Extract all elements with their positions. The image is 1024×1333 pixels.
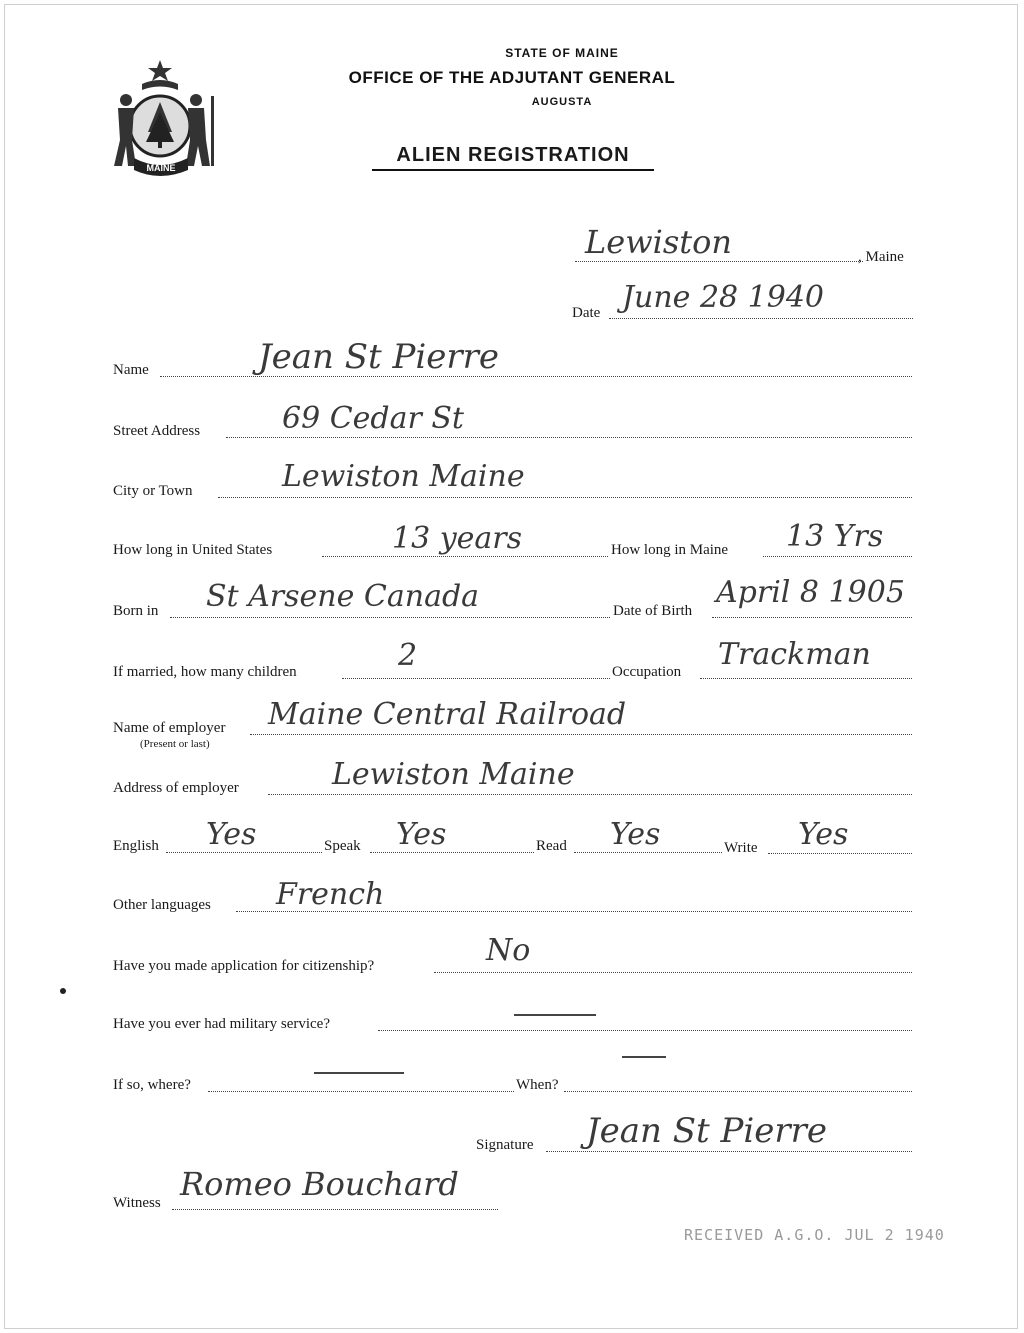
- received-stamp: RECEIVED A.G.O. JUL 2 1940: [684, 1226, 945, 1244]
- read-value: Yes: [610, 817, 661, 852]
- read-line: [574, 852, 722, 853]
- city-line: [218, 497, 912, 498]
- occupation-value: Trackman: [718, 637, 871, 672]
- employer-line: [250, 734, 912, 735]
- speak-label: Speak: [324, 838, 361, 854]
- english-label: English: [113, 838, 159, 854]
- english-line: [166, 852, 322, 853]
- employer-address-label: Address of employer: [113, 780, 239, 796]
- employer-value: Maine Central Railroad: [268, 697, 627, 732]
- header-city: AUGUSTA: [531, 96, 593, 108]
- write-label: Write: [724, 840, 758, 856]
- occupation-line: [700, 678, 912, 679]
- military-label: Have you ever had military service?: [113, 1016, 330, 1032]
- signature-line: [546, 1151, 912, 1152]
- city-value: Lewiston Maine: [282, 459, 525, 494]
- other-languages-value: French: [276, 877, 385, 912]
- employer-address-line: [268, 794, 912, 795]
- city-label: City or Town: [113, 483, 193, 499]
- where-dash: [314, 1072, 404, 1074]
- street-label: Street Address: [113, 423, 201, 439]
- read-label: Read: [536, 838, 567, 854]
- speak-value: Yes: [396, 817, 447, 852]
- where-line: [208, 1091, 514, 1092]
- english-value: Yes: [206, 817, 257, 852]
- how-long-maine-line: [763, 556, 912, 557]
- dob-line: [712, 617, 912, 618]
- header-office: OFFICE OF THE ADJUTANT GENERAL: [348, 68, 676, 87]
- seal-label: MAINE: [146, 163, 176, 173]
- children-line: [342, 678, 610, 679]
- born-in-line: [170, 617, 610, 618]
- header-state: STATE OF MAINE: [505, 46, 619, 60]
- citizenship-label: Have you made application for citizenship?: [113, 958, 375, 974]
- other-languages-label: Other languages: [113, 897, 211, 913]
- signature-value: Jean St Pierre: [586, 1111, 827, 1151]
- form-title: ALIEN REGISTRATION: [372, 144, 654, 171]
- employer-label: Name of employer: [113, 720, 226, 736]
- place-value: Lewiston: [585, 223, 732, 261]
- how-long-us-label: How long in United States: [113, 542, 273, 558]
- military-dash: [514, 1014, 596, 1016]
- when-label: When?: [516, 1077, 559, 1093]
- born-in-label: Born in: [113, 603, 159, 619]
- children-value: 2: [398, 638, 418, 673]
- date-line: [609, 318, 913, 319]
- where-label: If so, where?: [113, 1077, 191, 1093]
- write-value: Yes: [798, 817, 849, 852]
- place-suffix: , Maine: [858, 249, 904, 265]
- how-long-maine-value: 13 Yrs: [786, 519, 884, 554]
- citizenship-line: [434, 972, 912, 973]
- street-value: 69 Cedar St: [282, 401, 464, 436]
- write-line: [768, 853, 912, 854]
- when-line: [564, 1091, 912, 1092]
- name-value: Jean St Pierre: [258, 337, 499, 377]
- how-long-us-value: 13 years: [392, 521, 523, 556]
- children-label: If married, how many children: [113, 664, 297, 680]
- place-line: [575, 261, 863, 262]
- occupation-label: Occupation: [612, 664, 682, 680]
- witness-label: Witness: [113, 1195, 161, 1211]
- witness-line: [172, 1209, 498, 1210]
- citizenship-value: No: [486, 933, 531, 968]
- how-long-us-line: [322, 556, 608, 557]
- name-label: Name: [113, 362, 149, 378]
- military-line: [378, 1030, 912, 1031]
- signature-label: Signature: [476, 1137, 534, 1153]
- employer-sublabel: (Present or last): [140, 738, 210, 750]
- date-label: Date: [572, 305, 601, 321]
- dob-value: April 8 1905: [716, 575, 905, 610]
- date-value: June 28 1940: [622, 280, 825, 315]
- when-dash: [622, 1056, 666, 1058]
- street-line: [226, 437, 912, 438]
- employer-address-value: Lewiston Maine: [332, 757, 575, 792]
- witness-value: Romeo Bouchard: [180, 1165, 459, 1203]
- state-seal-icon: [112, 56, 224, 180]
- how-long-maine-label: How long in Maine: [611, 542, 729, 558]
- ink-dot: [60, 988, 66, 994]
- speak-line: [370, 852, 534, 853]
- born-in-value: St Arsene Canada: [206, 579, 480, 614]
- dob-label: Date of Birth: [613, 603, 693, 619]
